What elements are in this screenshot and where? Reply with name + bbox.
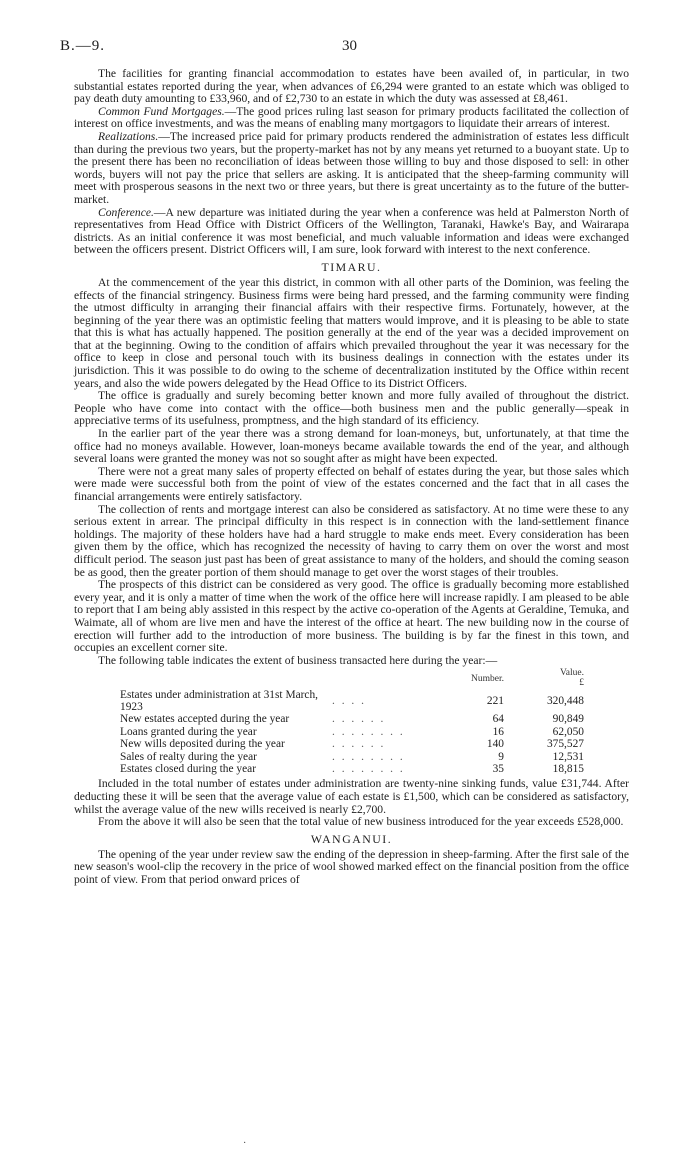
row-label: Estates closed during the year [120,762,257,775]
timaru-section [74,277,629,829]
row-number: 16 [492,725,504,738]
paragraph: At the commencement of the year this district, in common with all other parts of the Dominion, was feeling the effects of the financial stringency. Business firms were being hard pressed, and the farming community were finding the utmost difficulty in arranging their financial affairs with their respective firms. Fortunately, however, at the beginning of the year there was an optimistic feeling that matters would improve, and it is pleasing to be able to state that this is what has actually happened. The position generally at the end of the year was a decided improvement on that at the beginning. Owing to the condition of affairs which prevailed throughout the year it was necessary for the office to keep in close and personal touch with its business dealings in connection with the estates under its jurisdiction. This it was possible to do owing to the scheme of decentralization instituted by the Office within recent years, and also the wide powers delegated by the Head Office to its District Officers. [74,275,629,390]
paragraph: Included in the total number of estates under administration are twenty-nine sinking funds, value £31,744. After deducting these it will be seen that the average value of each estate is £1,500, which can be considered as satisfactory, whilst the average value of the new wills received is nearly £2,700. [74,777,629,816]
paragraph-common-fund-mortgages: Common Fund Mortgages.—The good prices ruling last season for primary products facilitated the collection of interest on office investments, and was the means of enabling many mortgagors to liquidate their arrears of interest. [74,104,630,131]
document-page [60,38,630,887]
row-number: 64 [492,713,504,726]
row-value: 18,815 [552,762,584,775]
paragraph: The following table indicates the extent of business transacted here during the year:— [98,653,498,667]
footer-mark: · [243,1138,247,1149]
table-row [120,689,584,714]
row-label: Estates under administration at 31st March, 1923 [120,688,319,713]
page-header [60,38,629,68]
row-label: Loans granted during the year [120,725,257,738]
wanganui-section [74,849,629,887]
leader-dots: . . . . . . . . [332,762,405,775]
subheading-realizations: Realizations. [98,129,159,143]
paragraph: The office is gradually and surely becoming better known and more fully availed of throughout the district. People who have come into contact with the office—both business men and the public generally—speak in appreciative terms of its usefulness, promptness, and the high standard of its efficiency. [74,389,629,428]
paragraph: The collection of rents and mortgage interest can also be considered as satisfactory. At no time were these to any serious extent in arrear. The principal difficulty in this respect is in connection with the land-settlement finance holdings. The majority of these holders have had a hard struggle to make ends meet. Every consideration has been given them by the office, which has recognized the necessity of having to carry them on over the worst and most difficult period. The season just past has been of great assistance to many of the holders, and should the coming season be as good, then the greater portion of them should manage to get over the worst stages of their troubles. [74,502,629,579]
leader-dots: . . . . . . . . [332,750,405,763]
row-value: 90,849 [552,713,584,726]
table-row [120,726,584,738]
paragraph-conference: Conference.—A new departure was initiated during the year when a conference was held at Palmerston North of representatives from Head Office with District Officers of the Wellington, Taranaki, Hawke's Bay, and Wairarapa districts. As an initial conference it was most beneficial, and much valuable information and ideas were exchanged between the officers present. District Officers will, I am sure, look forward with interest to the next conference. [74,205,629,257]
row-number: 221 [486,694,504,707]
row-value: 12,531 [552,750,584,763]
leader-dots: . . . . . . [332,738,386,751]
subheading-conference: Conference. [98,205,154,219]
paragraph: The prospects of this district can be considered as very good. The office is gradually becoming more established every year, and it is only a matter of time when the work of the office here will increase rapidly. I am pleased to be able to report that I am being ably assisted in this respect by the active co-operation of the Agents at Geraldine, Temuka, and Waimate, all of whom are live men and have the interest of the office at heart. The new building now in the course of erection will further add to the introduction of more business. The building is by far the finest in this town, and occupies an excellent corner site. [74,578,629,655]
row-number: 35 [492,762,504,775]
paragraph: From the above it will also be seen that the total value of new business introduced for the year exceeds £528,000. [98,815,624,829]
paragraph: The facilities for granting financial accommodation to estates have been availed of, in particular, in two substantial estates reported during the year, when advances of £6,294 were granted to an estate which was obliged to pay death duty amounting to £33,960, and of £2,730 to an estate in which the duty was assessed at £8,461. [74,67,629,106]
row-label: Sales of realty during the year [120,750,257,763]
section-heading-wanganui: WANGANUI. [310,831,393,846]
row-value: 375,527 [546,738,584,751]
section-heading-timaru: TIMARU. [321,259,382,274]
subheading-common-fund-mortgages: Common Fund Mortgages. [98,104,225,118]
row-label: New estates accepted during the year [120,713,290,726]
paragraph-realizations: Realizations.—The increased price paid for primary products rendered the administration of estates less difficult than during the previous two years, but the property-market has not by any means yet returned to a buoyant state. Up to the present there has been no reconciliation of ideas between those willing to buy and those disposed to sell: in other words, buyers will not pay the price that sellers are asking. It is anticipated that the sheep-farming community will meet with prosperous seasons in the next two or three years, but there is great uncertainty as to the future of the butter-market. [74,129,629,206]
column-header-number: Number. [471,673,504,684]
row-label: New wills deposited during the year [120,738,285,751]
row-number: 140 [486,738,504,751]
leader-dots: . . . . . . [332,713,386,726]
row-value: 62,050 [552,725,584,738]
report-reference: B.—9. [60,38,106,54]
table-row [120,751,584,763]
row-number: 9 [498,750,504,763]
leader-dots: . . . . [332,694,366,707]
page-number: 30 [342,38,357,54]
paragraph: The opening of the year under review saw the ending of the depression in sheep-farming. After the first sale of the new season's wool-clip the recovery in the price of wool showed marked effect on the financial position from the office point of view. From that period onward prices of [74,847,629,886]
table-row [120,738,584,750]
column-header-value: Value. £ [559,668,584,688]
intro-section [74,68,629,257]
table-row [120,763,584,775]
paragraph: In the earlier part of the year there was a strong demand for loan-moneys, but, unfortunately, at that time the office had no moneys available. However, loan-moneys became available towards the end of the year, and although several loans were granted the money was not so sought after as might have been expected. [74,427,629,466]
row-value: 320,448 [546,694,584,707]
business-table [120,669,584,775]
table-row [120,713,584,725]
paragraph: There were not a great many sales of property effected on behalf of estates during the year, but those sales which were made were successful both from the point of view of the estates concerned and the fact that in all cases the financial arrangements were entirely satisfactory. [74,464,629,503]
leader-dots: . . . . . . . . [332,725,405,738]
table-header-row [120,669,584,688]
